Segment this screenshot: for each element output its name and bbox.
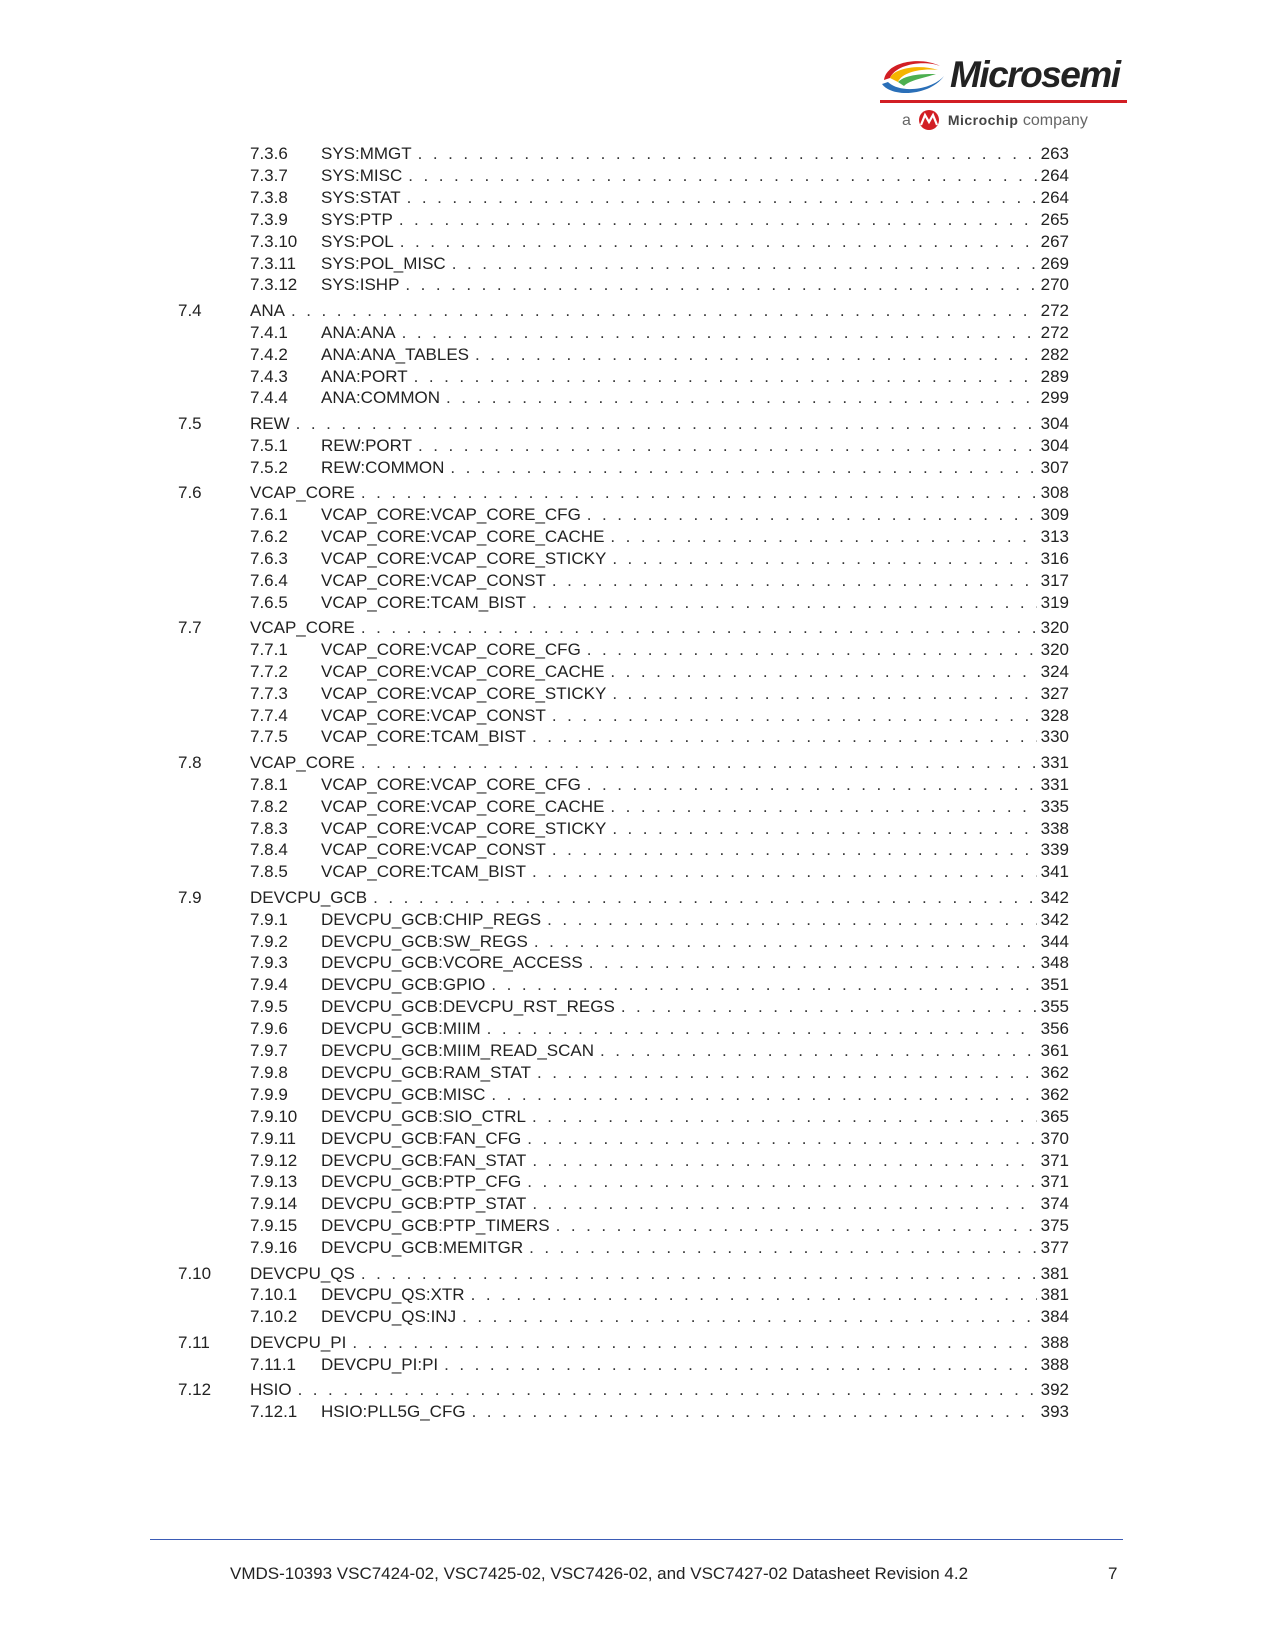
toc-entry-number: 7.9.14: [250, 1194, 298, 1214]
dot-leader: [532, 592, 1037, 614]
toc-entry-number: 7.10.2: [250, 1307, 298, 1327]
toc-entry-page: 269: [1040, 253, 1069, 273]
toc-entry-page: 377: [1040, 1238, 1069, 1258]
dot-leader: [402, 322, 1037, 344]
toc-entry-title: VCAP_CORE:VCAP_CORE_CFG: [321, 639, 581, 659]
toc-entry-page: 381: [1040, 1285, 1069, 1305]
toc-entry-page: 348: [1040, 953, 1069, 973]
toc-entry[interactable]: [250, 705, 1069, 727]
toc-entry-number: 7.6.1: [250, 504, 288, 524]
toc-entry-number: 7.4.3: [250, 366, 288, 386]
dot-leader: [361, 617, 1037, 639]
toc-entry-page: 304: [1040, 413, 1069, 433]
toc-entry[interactable]: [250, 274, 1069, 296]
toc-entry[interactable]: [178, 482, 1069, 504]
toc-entry-title: VCAP_CORE: [250, 617, 355, 637]
dot-leader: [587, 504, 1037, 526]
tagline-company: Microchip: [947, 112, 1019, 128]
toc-entry[interactable]: [250, 1215, 1069, 1237]
toc-entry-title: VCAP_CORE:VCAP_CORE_CACHE: [321, 526, 605, 546]
dot-leader: [529, 1237, 1036, 1259]
dot-leader: [532, 1193, 1036, 1215]
toc-entry-title: DEVCPU_QS:XTR: [321, 1285, 465, 1305]
dot-leader: [610, 661, 1036, 683]
toc-entry[interactable]: [250, 504, 1069, 526]
toc-entry[interactable]: [178, 752, 1069, 774]
dot-leader: [491, 1084, 1036, 1106]
toc-entry-page: 362: [1040, 1084, 1069, 1104]
toc-entry-number: 7.3.7: [250, 165, 288, 185]
toc-entry[interactable]: [250, 861, 1069, 883]
toc-entry-number: 7.9.11: [250, 1128, 297, 1148]
toc-entry-number: 7.9.13: [250, 1172, 298, 1192]
toc-entry[interactable]: [250, 548, 1069, 570]
toc-entry-title: DEVCPU_GCB:MISC: [321, 1084, 486, 1104]
toc-entry-number: 7.8.2: [250, 796, 288, 816]
toc-entry-title: ANA: [250, 300, 285, 320]
toc-entry-number: 7.4.4: [250, 388, 288, 408]
tagline-suffix: company: [1022, 112, 1088, 129]
dot-leader: [491, 974, 1036, 996]
toc-entry[interactable]: [250, 387, 1069, 409]
dot-leader: [610, 796, 1036, 818]
toc-entry-title: ANA:ANA: [321, 322, 396, 342]
toc-entry-number: 7.4.2: [250, 344, 288, 364]
toc-entry-title: ANA:ANA_TABLES: [321, 344, 470, 364]
brand-tagline: [902, 110, 1088, 130]
toc-entry[interactable]: [250, 1401, 1069, 1423]
dot-leader: [527, 1171, 1036, 1193]
toc-entry-page: 328: [1040, 705, 1069, 725]
dot-leader: [600, 1040, 1037, 1062]
toc-entry-page: 362: [1040, 1062, 1069, 1082]
dot-leader: [612, 683, 1036, 705]
toc-entry-title: REW: [250, 413, 290, 433]
toc-entry-title: DEVCPU_GCB:MIIM: [321, 1019, 481, 1039]
toc-entry[interactable]: [250, 1106, 1069, 1128]
toc-entry-title: DEVCPU_QS:INJ: [321, 1307, 457, 1327]
toc-entry[interactable]: [178, 300, 1069, 322]
toc-entry-title: DEVCPU_PI: [250, 1332, 347, 1352]
dot-leader: [532, 1106, 1037, 1128]
toc-entry-number: 7.9.4: [250, 975, 288, 995]
toc-entry-number: 7.7.5: [250, 727, 288, 747]
dot-leader: [587, 639, 1037, 661]
dot-leader: [612, 818, 1036, 840]
toc-entry-title: VCAP_CORE:VCAP_CONST: [321, 840, 546, 860]
footer-document-title: VMDS-10393 VSC7424-02, VSC7425-02, VSC7426-02, and VSC7427-02 Datasheet Revision 4.2: [230, 1564, 969, 1583]
toc-entry-title: HSIO: [250, 1380, 292, 1399]
toc-entry-title: VCAP_CORE:VCAP_CORE_CACHE: [321, 661, 605, 681]
dot-leader: [534, 931, 1037, 953]
toc-entry-title: VCAP_CORE:VCAP_CONST: [321, 570, 546, 590]
toc-entry-page: 361: [1040, 1041, 1069, 1060]
toc-entry[interactable]: [250, 1284, 1069, 1306]
toc-entry-number: 7.10: [178, 1263, 212, 1283]
dot-leader: [399, 209, 1037, 231]
dot-leader: [547, 909, 1037, 931]
toc-entry[interactable]: [250, 187, 1069, 209]
dot-leader: [587, 774, 1037, 796]
toc-entry-title: REW:PORT: [321, 435, 412, 455]
dot-leader: [475, 344, 1037, 366]
toc-entry-title: DEVCPU_GCB:GPIO: [321, 975, 486, 995]
toc-entry-number: 7.10.1: [250, 1285, 298, 1305]
toc-entry[interactable]: [250, 253, 1069, 275]
toc-entry-page: 264: [1040, 187, 1069, 207]
toc-entry-page: 344: [1040, 931, 1069, 951]
toc-entry-number: 7.5.1: [250, 435, 288, 455]
toc-entry[interactable]: [250, 931, 1069, 953]
toc-entry[interactable]: [250, 796, 1069, 818]
toc-entry-title: VCAP_CORE:VCAP_CORE_CFG: [321, 774, 581, 794]
dot-leader: [552, 705, 1037, 727]
toc-entry[interactable]: [250, 996, 1069, 1018]
toc-entry-number: 7.4.1: [250, 322, 288, 342]
toc-entry-page: 355: [1040, 997, 1069, 1017]
toc-entry-number: 7.8.5: [250, 862, 288, 882]
toc-entry-title: VCAP_CORE:VCAP_CORE_STICKY: [321, 683, 607, 703]
dot-leader: [400, 231, 1037, 253]
toc-entry[interactable]: [250, 726, 1069, 748]
toc-entry-number: 7.9: [178, 887, 202, 907]
toc-entry-number: 7.3.11: [250, 253, 297, 273]
toc-entry-page: 289: [1040, 366, 1069, 386]
toc-entry-number: 7.9.5: [250, 997, 288, 1017]
toc-entry-number: 7.6.4: [250, 570, 288, 590]
toc-entry[interactable]: [250, 457, 1069, 479]
toc-entry-page: 307: [1040, 457, 1069, 477]
dot-leader: [471, 1284, 1037, 1306]
dot-leader: [414, 366, 1037, 388]
toc-entry-number: 7.9.1: [250, 909, 288, 929]
brand-rule: [880, 100, 1127, 103]
toc-entry-number: 7.9.6: [250, 1019, 288, 1039]
toc-entry-number: 7.6.3: [250, 548, 288, 568]
toc-entry[interactable]: [178, 1332, 1069, 1354]
dot-leader: [361, 752, 1037, 774]
toc-entry-page: 263: [1040, 144, 1069, 163]
toc-entry-number: 7.9.3: [250, 953, 288, 973]
toc-entry-page: 313: [1040, 526, 1069, 546]
toc-entry-title: DEVCPU_GCB:FAN_STAT: [321, 1150, 527, 1170]
toc-entry[interactable]: [250, 143, 1069, 165]
toc-entry-page: 356: [1040, 1019, 1069, 1039]
toc-entry[interactable]: [250, 774, 1069, 796]
toc-entry-page: 342: [1040, 887, 1069, 907]
toc-entry-page: 304: [1040, 435, 1069, 455]
toc-entry-page: 371: [1040, 1150, 1069, 1170]
toc-entry[interactable]: [250, 1171, 1069, 1193]
toc-entry[interactable]: [250, 231, 1069, 253]
dot-leader: [408, 165, 1036, 187]
toc-entry-page: 341: [1040, 862, 1069, 882]
toc-entry-number: 7.9.16: [250, 1238, 298, 1258]
toc-entry-number: 7.3.6: [250, 144, 288, 163]
toc-entry[interactable]: [250, 1128, 1069, 1150]
toc-entry[interactable]: [250, 639, 1069, 661]
toc-entry-page: 270: [1040, 275, 1069, 295]
toc-entry-page: 327: [1040, 683, 1069, 703]
toc-entry-number: 7.9.10: [250, 1106, 298, 1126]
toc-entry-page: 324: [1040, 661, 1069, 681]
toc-entry[interactable]: [178, 413, 1069, 435]
toc-entry-title: DEVCPU_GCB:DEVCPU_RST_REGS: [321, 997, 615, 1017]
toc-entry-title: DEVCPU_GCB:PTP_STAT: [321, 1194, 527, 1214]
tagline-prefix: a: [902, 112, 911, 129]
toc-entry-number: 7.11: [178, 1332, 210, 1352]
toc-entry-title: SYS:POL: [321, 231, 394, 251]
dot-leader: [446, 387, 1037, 409]
toc-entry[interactable]: [250, 1193, 1069, 1215]
dot-leader: [352, 1332, 1036, 1354]
toc-entry-page: 331: [1040, 774, 1069, 794]
toc-entry-page: 351: [1040, 975, 1069, 995]
toc-entry-number: 7.9.7: [250, 1041, 288, 1060]
toc-entry[interactable]: [250, 1018, 1069, 1040]
toc-entry[interactable]: [250, 974, 1069, 996]
toc-entry-title: DEVCPU_GCB:MIIM_READ_SCAN: [321, 1041, 595, 1060]
toc-entry-title: VCAP_CORE:VCAP_CORE_STICKY: [321, 548, 607, 568]
dot-leader: [418, 435, 1037, 457]
toc-entry-number: 7.6.5: [250, 592, 288, 612]
toc-entry[interactable]: [250, 1084, 1069, 1106]
footer-page-number: 7: [1108, 1564, 1118, 1583]
toc-entry-title: DEVCPU_GCB:VCORE_ACCESS: [321, 953, 583, 973]
toc-entry[interactable]: [250, 661, 1069, 683]
toc-entry-number: 7.7.2: [250, 661, 288, 681]
dot-leader: [552, 570, 1037, 592]
toc-entry[interactable]: [250, 1040, 1069, 1062]
toc-entry-page: 392: [1040, 1380, 1069, 1399]
dot-leader: [532, 1150, 1036, 1172]
toc-entry[interactable]: [250, 1237, 1069, 1259]
toc-entry[interactable]: [250, 1062, 1069, 1084]
toc-entry[interactable]: [250, 592, 1069, 614]
toc-entry-title: HSIO:PLL5G_CFG: [321, 1401, 466, 1421]
toc-entry-number: 7.8.3: [250, 818, 288, 838]
toc-entry-title: SYS:POL_MISC: [321, 253, 446, 273]
toc-entry-number: 7.11.1: [250, 1354, 297, 1374]
toc-entry-page: 316: [1040, 548, 1069, 568]
dot-leader: [450, 457, 1036, 479]
toc-entry-title: VCAP_CORE:TCAM_BIST: [321, 592, 526, 612]
dot-leader: [298, 1379, 1037, 1401]
toc-entry-page: 339: [1040, 840, 1069, 860]
toc-entry-page: 320: [1040, 639, 1069, 659]
toc-entry[interactable]: [250, 322, 1069, 344]
dot-leader: [610, 526, 1036, 548]
toc-entry[interactable]: [250, 570, 1069, 592]
toc-entry-page: 320: [1040, 617, 1069, 637]
dot-leader: [405, 274, 1036, 296]
dot-leader: [361, 482, 1037, 504]
toc-entry-page: 330: [1040, 727, 1069, 747]
toc-entry[interactable]: [250, 165, 1069, 187]
toc-entry-page: 388: [1040, 1354, 1069, 1374]
toc-entry-page: 264: [1040, 165, 1069, 185]
dot-leader: [621, 996, 1037, 1018]
toc-entry-title: VCAP_CORE:TCAM_BIST: [321, 862, 526, 882]
toc-entry-page: 331: [1040, 752, 1069, 772]
toc-entry-title: DEVCPU_GCB:FAN_CFG: [321, 1128, 522, 1148]
toc-entry-page: 308: [1040, 483, 1069, 502]
toc-entry-page: 370: [1040, 1128, 1069, 1148]
toc-entry-page: 272: [1040, 300, 1069, 320]
toc-entry[interactable]: [178, 887, 1069, 909]
toc-entry-number: 7.5: [178, 413, 202, 433]
toc-entry-number: 7.12.1: [250, 1401, 298, 1421]
toc-entry-title: DEVCPU_GCB:MEMITGR: [321, 1238, 524, 1258]
dot-leader: [552, 839, 1037, 861]
toc-entry-number: 7.8.1: [250, 774, 288, 794]
toc-entry-page: 342: [1040, 909, 1069, 929]
dot-leader: [612, 548, 1036, 570]
footer-rule: [150, 1539, 1123, 1540]
toc-entry-title: DEVCPU_QS: [250, 1263, 355, 1283]
toc-entry-title: VCAP_CORE: [250, 752, 355, 772]
toc-entry-title: DEVCPU_GCB:RAM_STAT: [321, 1062, 532, 1082]
toc-entry-page: 365: [1040, 1106, 1069, 1126]
dot-leader: [537, 1062, 1037, 1084]
toc-entry-page: 393: [1040, 1401, 1069, 1421]
toc-entry[interactable]: [250, 818, 1069, 840]
toc-entry-number: 7.4: [178, 300, 202, 320]
toc-entry-title: ANA:COMMON: [321, 388, 440, 408]
toc-entry-page: 272: [1040, 322, 1069, 342]
toc-entry-title: DEVCPU_GCB:PTP_TIMERS: [321, 1216, 550, 1236]
toc-entry-number: 7.9.9: [250, 1084, 288, 1104]
dot-leader: [407, 187, 1037, 209]
dot-leader: [487, 1018, 1037, 1040]
toc-entry-title: SYS:STAT: [321, 187, 401, 207]
toc-entry-page: 309: [1040, 504, 1069, 524]
toc-entry-page: 374: [1040, 1194, 1069, 1214]
dot-leader: [452, 253, 1037, 275]
toc-entry-title: VCAP_CORE:VCAP_CORE_STICKY: [321, 818, 607, 838]
toc-entry-title: VCAP_CORE:VCAP_CONST: [321, 705, 546, 725]
toc-entry[interactable]: [178, 1263, 1069, 1285]
dot-leader: [556, 1215, 1037, 1237]
toc-entry[interactable]: [250, 1306, 1069, 1328]
microsemi-swoosh-icon: [880, 54, 946, 98]
dot-leader: [373, 887, 1036, 909]
dot-leader: [532, 726, 1037, 748]
toc-entry-number: 7.3.12: [250, 275, 298, 295]
toc-entry[interactable]: [250, 344, 1069, 366]
toc-entry-title: SYS:MMGT: [321, 144, 412, 163]
toc-entry-number: 7.8.4: [250, 840, 288, 860]
dot-leader: [361, 1263, 1037, 1285]
toc-entry-page: 319: [1040, 592, 1069, 612]
brand-name: Microsemi: [950, 54, 1120, 95]
toc-entry-title: DEVCPU_GCB:PTP_CFG: [321, 1172, 522, 1192]
toc-entry-page: 384: [1040, 1307, 1069, 1327]
dot-leader: [444, 1354, 1036, 1376]
toc-entry-title: DEVCPU_GCB:CHIP_REGS: [321, 909, 542, 929]
toc-entry-title: VCAP_CORE:VCAP_CORE_CACHE: [321, 796, 605, 816]
toc-entry[interactable]: [250, 909, 1069, 931]
toc-entry-title: DEVCPU_GCB:SIO_CTRL: [321, 1106, 526, 1126]
toc-entry[interactable]: [250, 683, 1069, 705]
toc-entry-page: 375: [1040, 1216, 1069, 1236]
toc-entry[interactable]: [250, 435, 1069, 457]
toc-entry-number: 7.7.4: [250, 705, 288, 725]
toc-entry-page: 335: [1040, 796, 1069, 816]
toc-entry-title: SYS:MISC: [321, 165, 403, 185]
toc-entry-title: VCAP_CORE:TCAM_BIST: [321, 727, 526, 747]
toc-entry-title: VCAP_CORE:VCAP_CORE_CFG: [321, 504, 581, 524]
toc-entry[interactable]: [178, 1379, 1069, 1401]
microchip-logo-icon: [918, 110, 940, 130]
toc-entry-number: 7.8: [178, 752, 202, 772]
toc-entry-page: 265: [1040, 209, 1069, 229]
dot-leader: [527, 1128, 1036, 1150]
toc-entry-number: 7.6.2: [250, 526, 288, 546]
toc-entry-number: 7.9.8: [250, 1062, 288, 1082]
dot-leader: [589, 952, 1037, 974]
toc-entry-number: 7.9.15: [250, 1216, 298, 1236]
toc-entry-number: 7.9.2: [250, 931, 288, 951]
toc-entry[interactable]: [250, 952, 1069, 974]
toc-entry-number: 7.12: [178, 1380, 212, 1399]
toc-entry[interactable]: [250, 839, 1069, 861]
toc-entry-number: 7.6: [178, 483, 202, 502]
toc-entry-number: 7.3.9: [250, 209, 288, 229]
dot-leader: [418, 143, 1037, 165]
toc-entry-number: 7.7.3: [250, 683, 288, 703]
toc-entry-number: 7.3.10: [250, 231, 298, 251]
toc-entry-page: 388: [1040, 1332, 1069, 1352]
toc-entry-title: DEVCPU_GCB:SW_REGS: [321, 931, 528, 951]
toc-entry-number: 7.7.1: [250, 639, 288, 659]
toc-entry-number: 7.5.2: [250, 457, 288, 477]
toc-entry[interactable]: [250, 366, 1069, 388]
toc-entry-title: REW:COMMON: [321, 457, 445, 477]
toc-entry[interactable]: [250, 209, 1069, 231]
dot-leader: [291, 300, 1037, 322]
toc-entry-page: 317: [1040, 570, 1069, 590]
toc-entry[interactable]: [250, 1354, 1069, 1376]
dot-leader: [532, 861, 1037, 883]
toc-entry-page: 282: [1040, 344, 1069, 364]
toc-entry[interactable]: [178, 617, 1069, 639]
dot-leader: [462, 1306, 1037, 1328]
toc-entry[interactable]: [250, 1150, 1069, 1172]
toc-entry-page: 299: [1040, 388, 1069, 408]
toc-entry-number: 7.7: [178, 617, 202, 637]
toc-entry-number: 7.9.12: [250, 1150, 298, 1170]
microsemi-logo: [880, 52, 1130, 132]
toc-entry[interactable]: [250, 526, 1069, 548]
toc-entry-title: SYS:ISHP: [321, 275, 400, 295]
toc-entry-page: 338: [1040, 818, 1069, 838]
toc-entry-title: ANA:PORT: [321, 366, 408, 386]
toc-entry-title: DEVCPU_PI:PI: [321, 1354, 439, 1374]
dot-leader: [296, 413, 1037, 435]
toc-entry-title: SYS:PTP: [321, 209, 393, 229]
toc-entry-page: 371: [1040, 1172, 1069, 1192]
toc-entry-number: 7.3.8: [250, 187, 288, 207]
toc-entry-page: 381: [1040, 1263, 1069, 1283]
toc-entry-title: VCAP_CORE: [250, 483, 355, 502]
toc-entry-page: 267: [1040, 231, 1069, 251]
toc-entry-title: DEVCPU_GCB: [250, 887, 368, 907]
dot-leader: [472, 1401, 1037, 1423]
